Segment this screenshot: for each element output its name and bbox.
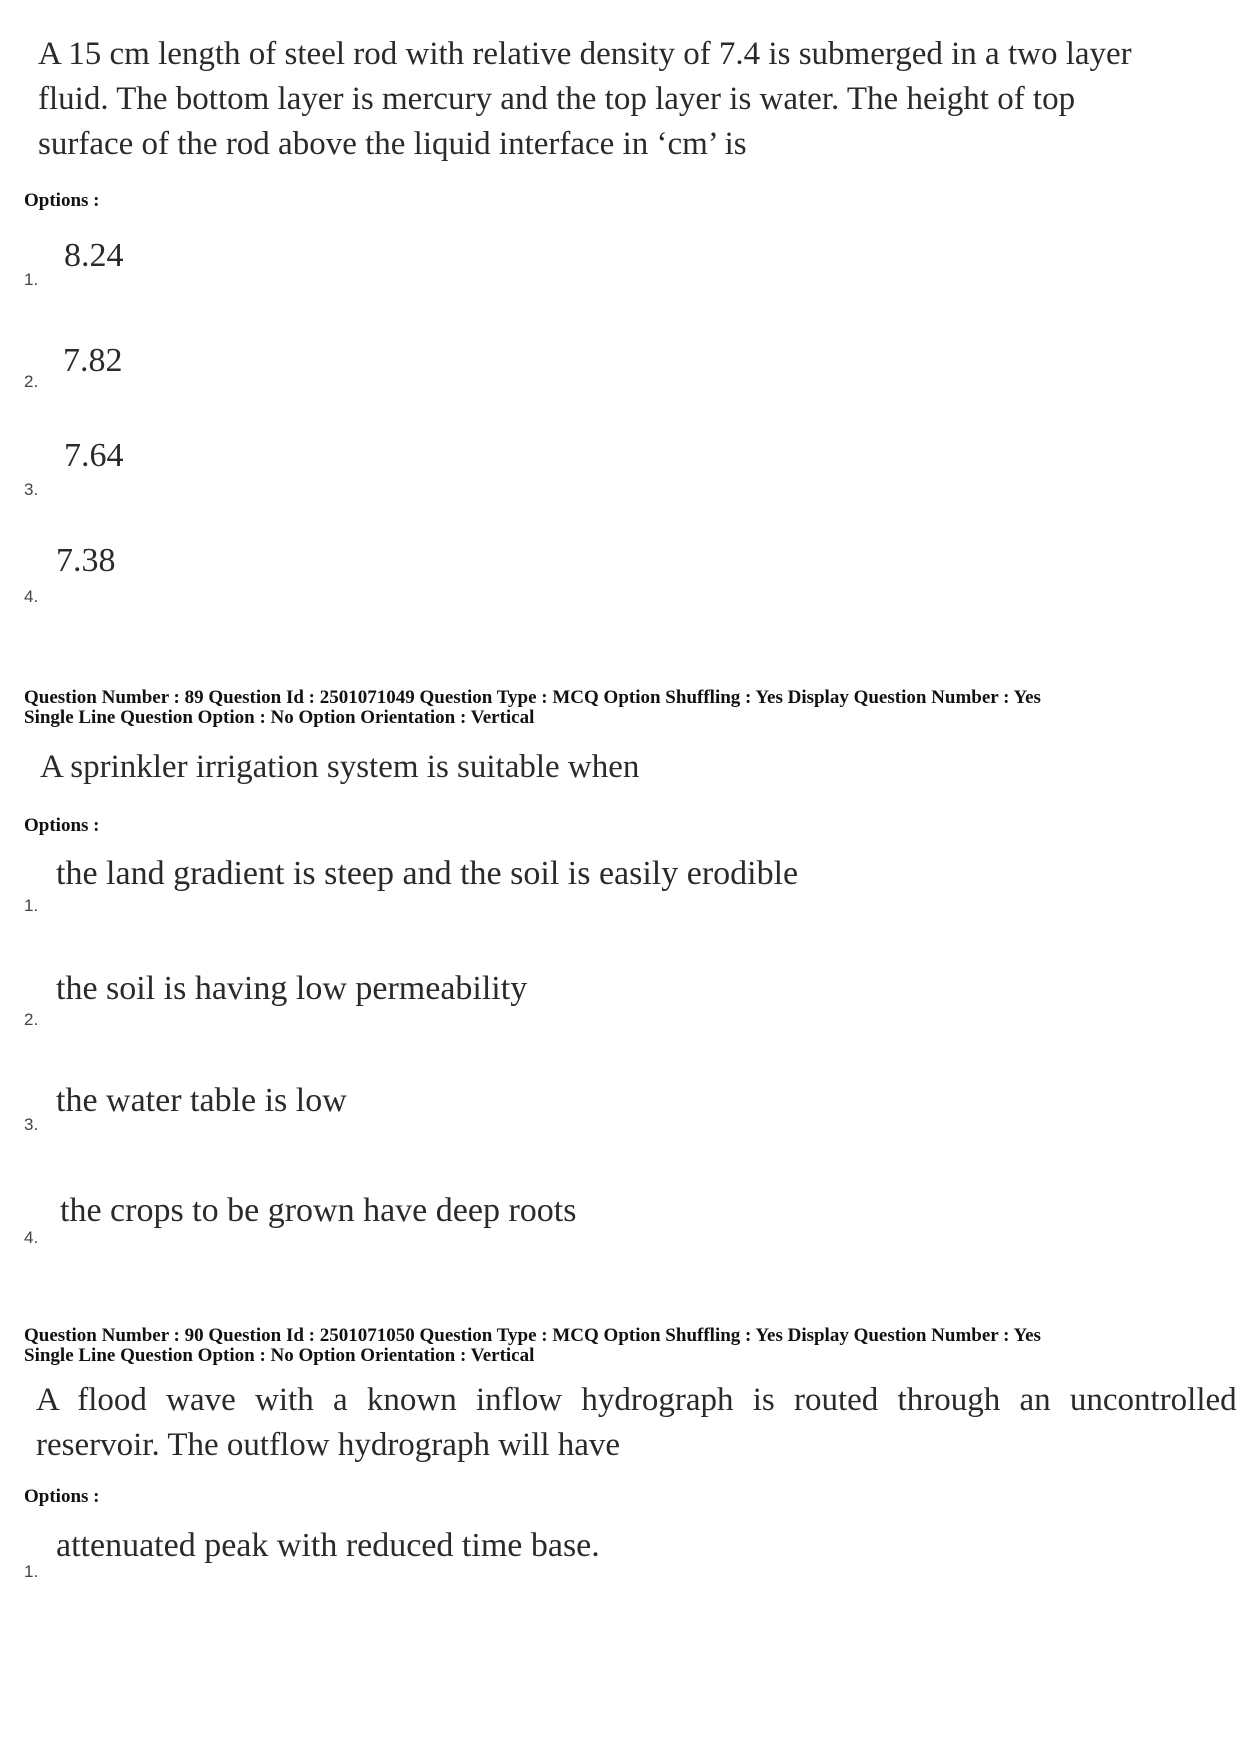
option-number: 1. xyxy=(24,896,39,915)
option-number: 2. xyxy=(24,372,39,391)
option-text: 7.82 xyxy=(63,342,123,379)
option-number: 4. xyxy=(24,1228,39,1247)
question-meta: Single Line Question Option : No Option Orientation : Vertical xyxy=(24,1345,535,1366)
option-text: the water table is low xyxy=(56,1082,347,1119)
options-label: Options : xyxy=(24,815,100,836)
option-text: the land gradient is steep and the soil is easily erodible xyxy=(56,855,799,892)
option-text: 7.38 xyxy=(56,542,116,579)
question-89-text: A sprinkler irrigation system is suitable when xyxy=(40,749,640,785)
question-90-text-line2: reservoir. The outflow hydrograph will have xyxy=(36,1427,621,1463)
options-label: Options : xyxy=(24,1486,100,1507)
question-meta: Question Number : 89 Question Id : 2501071049 Question Type : MCQ Option Shuffling : Yes Display Question Number : Yes xyxy=(24,687,1041,708)
option-number: 1. xyxy=(24,270,39,289)
option-text: the soil is having low permeability xyxy=(56,970,528,1007)
option-number: 1. xyxy=(24,1562,39,1581)
options-label: Options : xyxy=(24,190,100,211)
option-text: 7.64 xyxy=(64,437,124,474)
option-number: 4. xyxy=(24,587,39,606)
question-meta: Question Number : 90 Question Id : 2501071050 Question Type : MCQ Option Shuffling : Yes Display Question Number : Yes xyxy=(24,1325,1041,1346)
option-text: 8.24 xyxy=(64,237,124,274)
option-number: 2. xyxy=(24,1010,39,1029)
question-90-text-line1: A flood wave with a known inflow hydrograph is routed through an uncontrolled xyxy=(36,1382,1237,1418)
question-88-text: A 15 cm length of steel rod with relative density of 7.4 is submerged in a two layer fluid. The bottom layer is mercury and the top layer is water. The height of top surface of the rod above the liquid interface in ‘cm’ is xyxy=(38,36,1132,162)
option-number: 3. xyxy=(24,1115,39,1134)
option-text: the crops to be grown have deep roots xyxy=(60,1192,577,1229)
question-meta: Single Line Question Option : No Option Orientation : Vertical xyxy=(24,707,535,728)
option-number: 3. xyxy=(24,480,39,499)
option-text: attenuated peak with reduced time base. xyxy=(56,1527,600,1564)
